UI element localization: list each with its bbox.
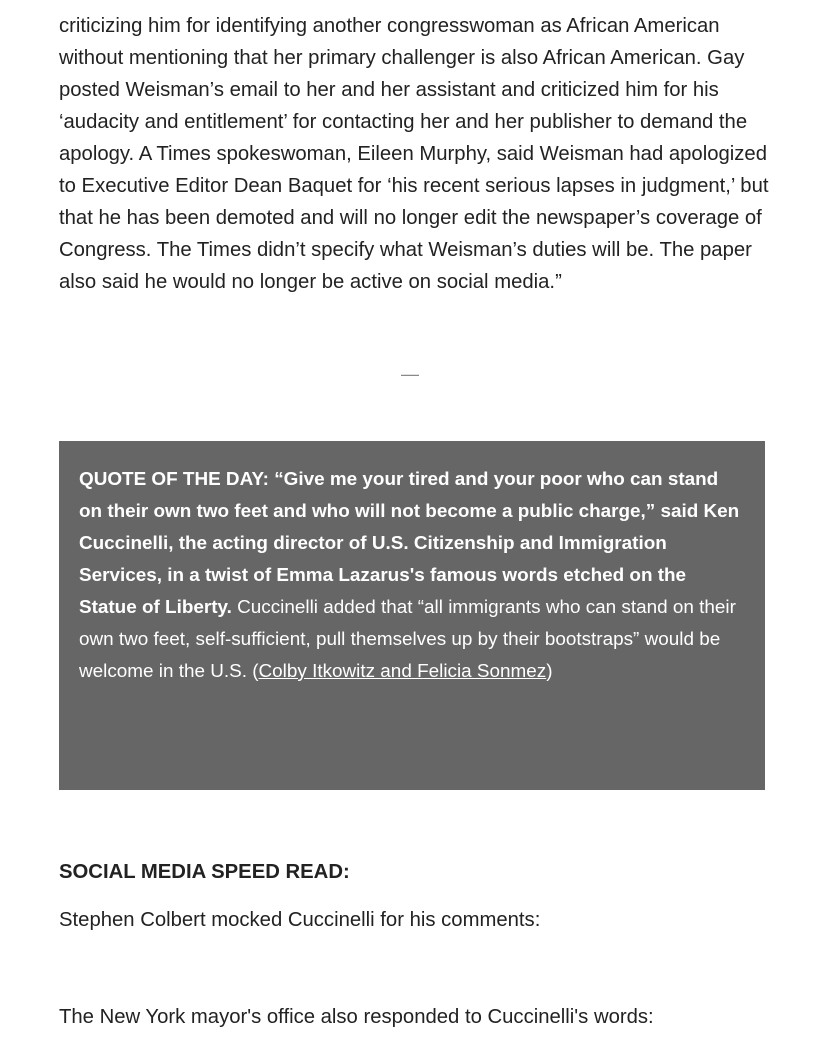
quote-of-the-day-bold-text: QUOTE OF THE DAY: “Give me your tired and your poor who can stand on their own two feet and who will not become a public charge,” said Ken Cuccinelli, the acting director of U.S. Citizenship and Immigration Services, in a twist of Emma Lazarus's famous words etched on the Statue of Liberty. (79, 469, 740, 618)
quote-of-the-day-regular-text: Cuccinelli added that “all immigrants who can stand on their own two feet, self-sufficient, pull themselves up by their bootstraps” would be welcome in the U.S. ( (79, 597, 736, 682)
social-media-speed-read-heading: SOCIAL MEDIA SPEED READ: (59, 861, 350, 883)
article-body (59, 10, 769, 298)
article-paragraph: criticizing him for identifying another congresswoman as African American without mentioning that her primary challenger is also African American. Gay posted Weisman’s email to her and her assistant and criticized him for his ‘audacity and entitlement’ for contacting her and her publisher to demand the apology. A Times spokeswoman, Eileen Murphy, said Weisman had apologized to Executive Editor Dean Baquet for ‘his recent serious lapses in judgment,’ but that he has been demoted and will no longer edit the newspaper’s coverage of Congress. The Times didn’t specify what Weisman’s duties will be. The paper also said he would no longer be active on social media.” (59, 15, 769, 293)
colbert-intro-text: Stephen Colbert mocked Cuccinelli for his comments: (59, 909, 541, 931)
quote-of-the-day-text (79, 464, 745, 688)
section-divider: — (401, 364, 419, 384)
quote-source-link[interactable]: Colby Itkowitz and Felicia Sonmez (258, 661, 547, 682)
quote-closing-paren: ) (546, 661, 553, 682)
mayor-office-intro-text: The New York mayor's office also responded to Cuccinelli's words: (59, 1006, 654, 1028)
quote-of-the-day-box (59, 441, 765, 790)
